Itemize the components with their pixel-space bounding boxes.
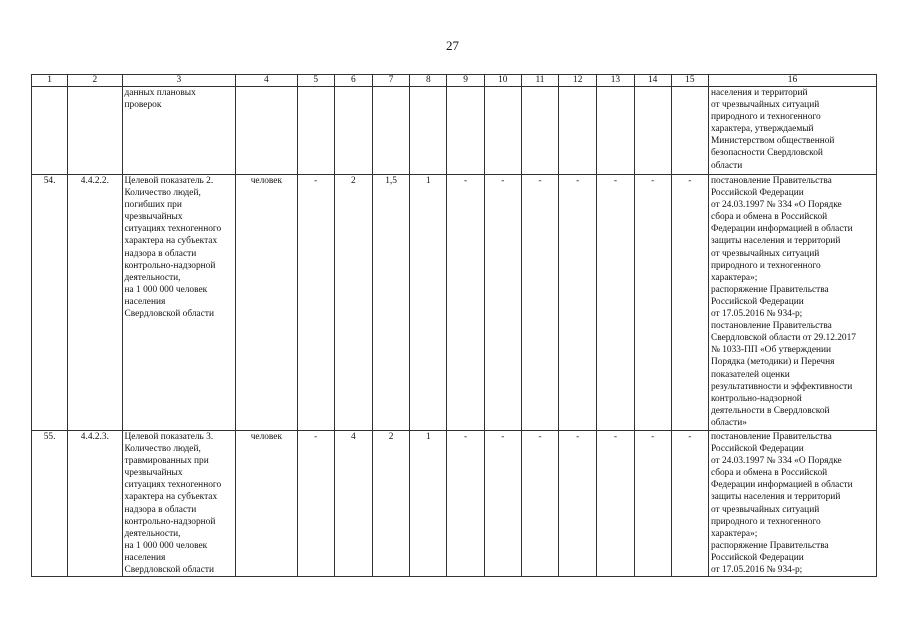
- value-cell: -: [447, 431, 484, 577]
- value-cell: -: [447, 175, 484, 431]
- value-cell: -: [634, 431, 671, 577]
- value-cell: -: [484, 431, 521, 577]
- header-cell: 8: [410, 75, 447, 87]
- empty-cell: [521, 87, 558, 175]
- header-cell: 16: [708, 75, 876, 87]
- empty-cell: [671, 87, 708, 175]
- header-cell: 10: [484, 75, 521, 87]
- header-cell: 5: [297, 75, 334, 87]
- empty-cell: [68, 87, 122, 175]
- indicator-name-cell: данных плановых проверок: [122, 87, 236, 175]
- value-cell: -: [671, 431, 708, 577]
- value-cell: -: [297, 175, 334, 431]
- value-cell: 1: [410, 175, 447, 431]
- value-cell: 4: [334, 431, 372, 577]
- header-cell: 6: [334, 75, 372, 87]
- header-cell: 12: [559, 75, 597, 87]
- indicators-table: [31, 74, 877, 577]
- header-cell: 15: [671, 75, 708, 87]
- table-row: [32, 175, 877, 431]
- row-number-cell: 54.: [32, 175, 68, 431]
- empty-cell: [372, 87, 409, 175]
- row-number-cell: 55.: [32, 431, 68, 577]
- source-document-cell: постановление Правительства Российской Федерации от 24.03.1997 № 334 «О Порядке сбора и обмена в Российской Федерации информацией в области защиты населения и территорий от чрезвычайных ситуаций природного и техногенного характера»; распоряжение Правительства Российской Федерации от 17.05.2016 № 934-р; постановление Правительства Свердловской области от 29.12.2017 № 1033-ПП «Об утверждении Порядка (методики) и Перечня показателей оценки результативности и эффективности контрольно-надзорной деятельности в Свердловской области»: [708, 175, 876, 431]
- header-cell: 11: [521, 75, 558, 87]
- page-number: 27: [446, 38, 459, 53]
- column-number-row: [32, 75, 877, 87]
- value-cell: -: [521, 431, 558, 577]
- indicator-name-cell: Целевой показатель 3. Количество людей, травмированных при чрезвычайных ситуациях техногенного характера на субъектах надзора в области контрольно-надзорной деятельности, на 1 000 000 человек населения Свердловской области: [122, 431, 236, 577]
- table-row: [32, 431, 877, 577]
- value-cell: -: [634, 175, 671, 431]
- value-cell: 1,5: [372, 175, 409, 431]
- unit-cell: человек: [236, 431, 297, 577]
- value-cell: -: [297, 431, 334, 577]
- empty-cell: [634, 87, 671, 175]
- indicator-name-cell: Целевой показатель 2. Количество людей, погибших при чрезвычайных ситуациях техногенного характера на субъектах надзора в области контрольно-надзорной деятельности, на 1 000 000 человек населения Свердловской области: [122, 175, 236, 431]
- unit-cell: человек: [236, 175, 297, 431]
- source-document-cell: населения и территорий от чрезвычайных ситуаций природного и техногенного характера, утверждаемый Министерством общественной безопасности Свердловской области: [708, 87, 876, 175]
- value-cell: -: [559, 175, 597, 431]
- value-cell: 2: [372, 431, 409, 577]
- empty-cell: [484, 87, 521, 175]
- header-cell: 2: [68, 75, 122, 87]
- value-cell: -: [559, 431, 597, 577]
- empty-cell: [447, 87, 484, 175]
- row-code-cell: 4.4.2.3.: [68, 431, 122, 577]
- header-cell: 7: [372, 75, 409, 87]
- header-cell: 1: [32, 75, 68, 87]
- row-code-cell: 4.4.2.2.: [68, 175, 122, 431]
- value-cell: -: [671, 175, 708, 431]
- header-cell: 9: [447, 75, 484, 87]
- source-document-cell: постановление Правительства Российской Федерации от 24.03.1997 № 334 «О Порядке сбора и обмена в Российской Федерации информацией в области защиты населения и территорий от чрезвычайных ситуаций природного и техногенного характера»; распоряжение Правительства Российской Федерации от 17.05.2016 № 934-р;: [708, 431, 876, 577]
- empty-cell: [297, 87, 334, 175]
- value-cell: -: [597, 175, 634, 431]
- value-cell: -: [521, 175, 558, 431]
- empty-cell: [559, 87, 597, 175]
- header-cell: 3: [122, 75, 236, 87]
- empty-cell: [597, 87, 634, 175]
- value-cell: -: [597, 431, 634, 577]
- value-cell: 2: [334, 175, 372, 431]
- header-cell: 13: [597, 75, 634, 87]
- empty-cell: [32, 87, 68, 175]
- value-cell: -: [484, 175, 521, 431]
- continuation-row: [32, 87, 877, 175]
- value-cell: 1: [410, 431, 447, 577]
- header-cell: 14: [634, 75, 671, 87]
- empty-cell: [236, 87, 297, 175]
- empty-cell: [410, 87, 447, 175]
- header-cell: 4: [236, 75, 297, 87]
- empty-cell: [334, 87, 372, 175]
